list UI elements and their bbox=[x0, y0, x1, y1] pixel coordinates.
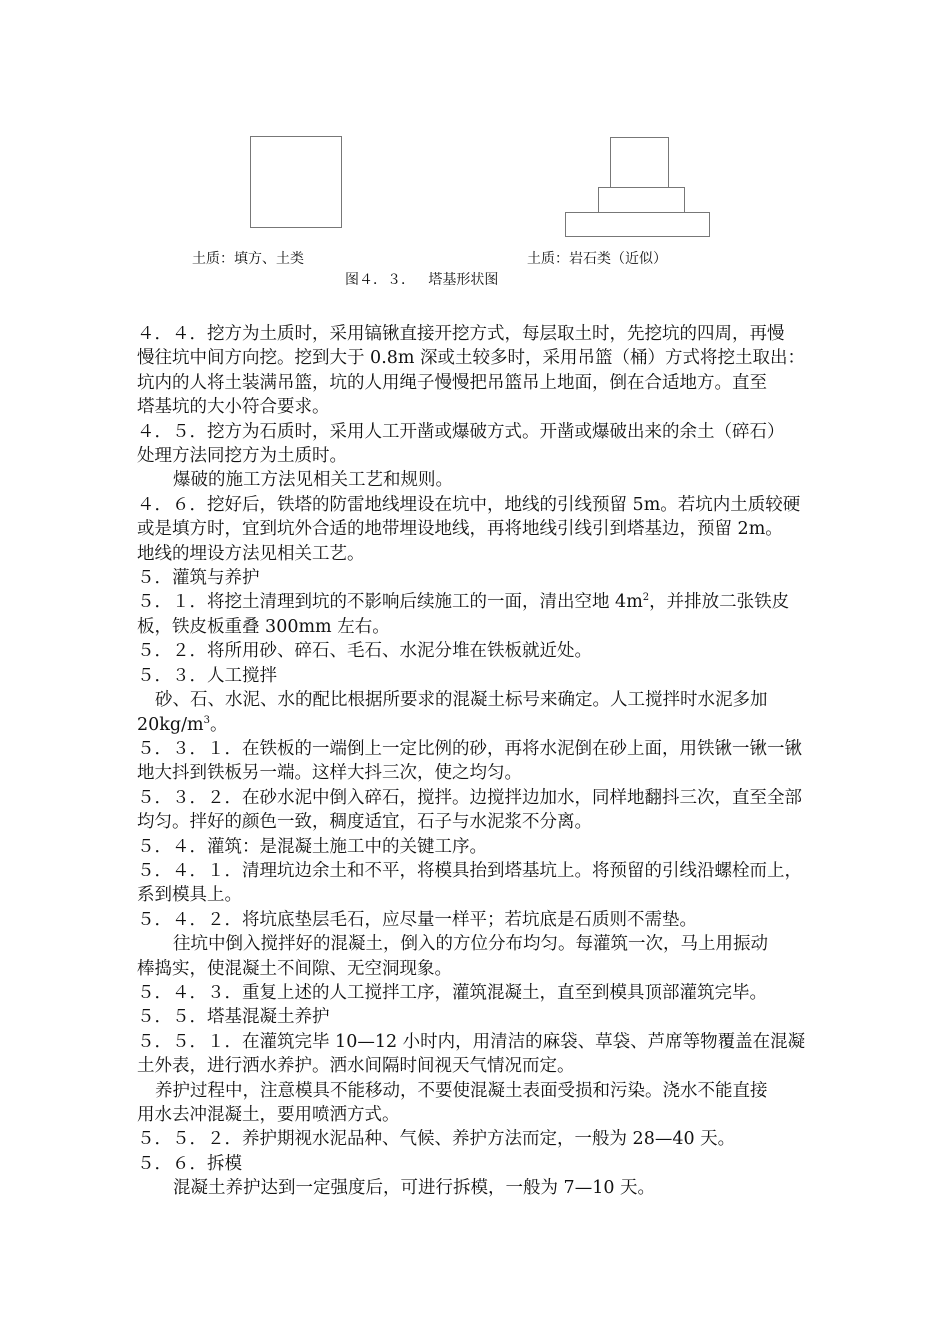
paragraph-line: ５．５．２．养护期视水泥品种、气候、养护方法而定，一般为 28—40 天。 bbox=[137, 1129, 736, 1150]
paragraph-line: ４．５．挖方为石质时，采用人工开凿或爆破方式。开凿或爆破出来的余土（碎石） bbox=[137, 421, 785, 442]
paragraph-line: 均匀。拌好的颜色一致，稠度适宜，石子与水泥浆不分离。 bbox=[137, 812, 592, 833]
section-heading: ５．５．塔基混凝土养护 bbox=[137, 1007, 330, 1028]
paragraph-line: 处理方法同挖方为土质时。 bbox=[137, 446, 347, 467]
paragraph-line: 塔基坑的大小符合要求。 bbox=[137, 397, 330, 418]
paragraph-line: ５．４．１．清理坑边余土和不平，将模具抬到塔基坑上。将预留的引线沿螺栓而上， bbox=[137, 860, 802, 881]
paragraph-line: 砂、石、水泥、水的配比根据所要求的混凝土标号来确定。人工搅拌时水泥多加 bbox=[155, 690, 768, 711]
paragraph-line: ５．４．３．重复上述的人工搅拌工序，灌筑混凝土，直至到模具顶部灌筑完毕。 bbox=[137, 982, 767, 1003]
paragraph-line: 用水去冲混凝土，要用喷洒方式。 bbox=[137, 1105, 400, 1125]
figure-left-label: 土质：填方、土类 bbox=[192, 251, 304, 267]
paragraph-line: 地线的埋设方法见相关工艺。 bbox=[137, 543, 365, 564]
paragraph-line: 板，铁皮板重叠 300mm 左右。 bbox=[137, 616, 390, 637]
figure-caption: 图４．３． 塔基形状图 bbox=[345, 272, 499, 288]
section-heading: ５．灌筑与养护 bbox=[137, 568, 260, 589]
paragraph-line: ５．４．灌筑：是混凝土施工中的关键工序。 bbox=[137, 836, 487, 857]
paragraph-line: 地大抖到铁板另一端。这样大抖三次，使之均匀。 bbox=[137, 763, 522, 784]
stepped-foundation-middle-step bbox=[598, 187, 685, 213]
paragraph-line: ５．４．２．将坑底垫层毛石，应尽量一样平；若坑底是石质则不需垫。 bbox=[137, 909, 697, 930]
paragraph-line: ４．６．挖好后，铁塔的防雷地线埋设在坑中，地线的引线预留 5m。若坑内土质较硬 bbox=[137, 494, 801, 515]
paragraph-line: 慢往坑中间方向挖。挖到大于 0.8m 深或土较多时，采用吊篮（桶）方式将挖土取出： bbox=[137, 348, 806, 369]
document-body bbox=[137, 322, 852, 1201]
paragraph-line: ５．３．２．在砂水泥中倒入碎石，搅拌。边搅拌边加水，同样地翻抖三次，直至全部 bbox=[137, 787, 802, 808]
paragraph-line: 养护过程中，注意模具不能移动，不要使混凝土表面受损和污染。浇水不能直接 bbox=[155, 1080, 768, 1101]
stepped-foundation-bottom-step bbox=[565, 212, 710, 237]
stepped-foundation-top-block bbox=[610, 137, 669, 188]
paragraph-line: 坑内的人将土装满吊篮，坑的人用绳子慢慢把吊篮吊上地面，倒在合适地方。直至 bbox=[137, 372, 767, 393]
paragraph-line: ５．３．１．在铁板的一端倒上一定比例的砂，再将水泥倒在砂上面，用铁锹一锹一锹 bbox=[137, 738, 802, 759]
paragraph-line: ５．５．１．在灌筑完毕 10—12 小时内，用清洁的麻袋、草袋、芦席等物覆盖在混凝 bbox=[137, 1031, 806, 1052]
paragraph-line: ４．４．挖方为土质时，采用镐锹直接开挖方式，每层取土时，先挖坑的四周，再慢 bbox=[137, 324, 785, 344]
section-heading: ５．３．人工搅拌 bbox=[137, 665, 277, 686]
section-heading: ５．６．拆模 bbox=[137, 1153, 242, 1174]
paragraph-line: 往坑中倒入搅拌好的混凝土，倒入的方位分布均匀。每灌筑一次，马上用振动 bbox=[173, 934, 768, 955]
paragraph-line: ５．１．将挖土清理到坑的不影响后续施工的一面，清出空地 $4m^2$，并排放二张铁皮 bbox=[137, 592, 790, 613]
paragraph-line: 或是填方时，宜到坑外合适的地带埋设地线，再将地线引线引到塔基边，预留 2m。 bbox=[137, 519, 783, 540]
paragraph-line: ５．２．将所用砂、碎石、毛石、水泥分堆在铁板就近处。 bbox=[137, 641, 592, 662]
paragraph-line: 爆破的施工方法见相关工艺和规则。 bbox=[173, 470, 453, 491]
paragraph-line: 棒捣实，使混凝土不间隙、无空洞现象。 bbox=[137, 958, 452, 979]
paragraph-line: $20kg/m^3$。 bbox=[137, 714, 228, 735]
paragraph-line: 混凝土养护达到一定强度后，可进行拆模，一般为 7—10 天。 bbox=[173, 1178, 656, 1199]
figure-right-label: 土质：岩石类（近似） bbox=[527, 251, 667, 267]
paragraph-line: 土外表，进行洒水养护。洒水间隔时间视天气情况而定。 bbox=[137, 1056, 575, 1077]
square-foundation-shape bbox=[250, 136, 342, 228]
paragraph-line: 系到模具上。 bbox=[137, 885, 242, 906]
